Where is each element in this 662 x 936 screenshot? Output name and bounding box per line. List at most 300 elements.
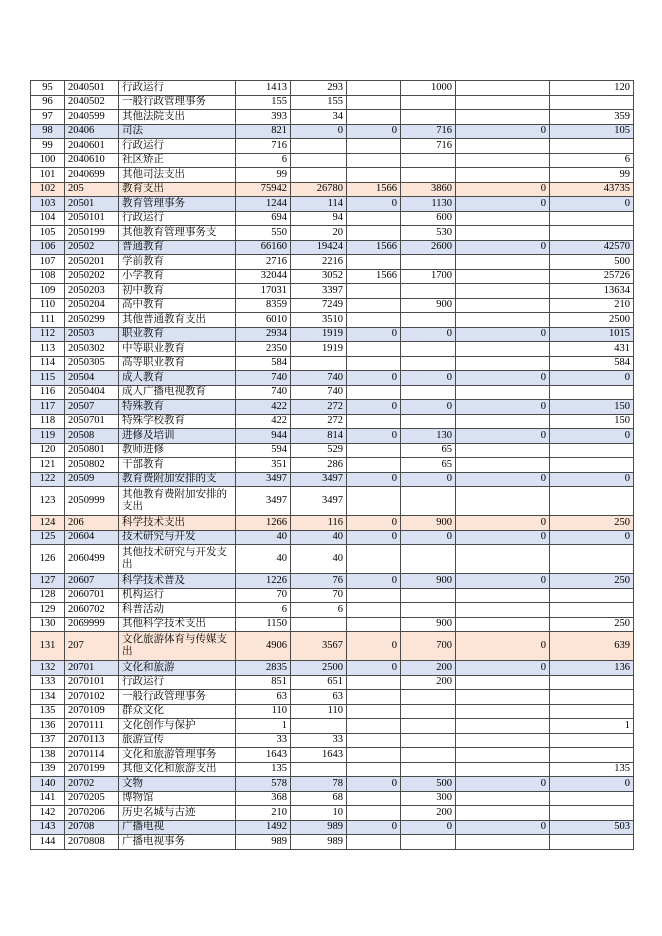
value-cell (347, 690, 401, 705)
value-cell (401, 385, 456, 400)
value-cell: 1015 (550, 327, 634, 342)
table-row (31, 327, 634, 342)
value-cell: 200 (401, 661, 456, 676)
value-cell (456, 719, 550, 734)
value-cell: 740 (236, 385, 291, 400)
row-number-cell: 115 (31, 371, 65, 386)
value-cell: 116 (291, 516, 347, 531)
value-cell (550, 95, 634, 110)
table-row (31, 588, 634, 603)
value-cell (550, 139, 634, 154)
value-cell: 40 (236, 545, 291, 574)
value-cell (401, 588, 456, 603)
row-number-cell: 105 (31, 226, 65, 241)
value-cell: 40 (291, 545, 347, 574)
value-cell (347, 762, 401, 777)
name-cell: 文化创作与保护 (119, 719, 236, 734)
value-cell: 740 (291, 371, 347, 386)
value-cell: 210 (550, 298, 634, 313)
row-number-cell: 140 (31, 777, 65, 792)
value-cell: 1244 (236, 197, 291, 212)
value-cell: 422 (236, 414, 291, 429)
value-cell: 3052 (291, 269, 347, 284)
code-cell: 2050404 (65, 385, 119, 400)
row-number-cell: 123 (31, 487, 65, 516)
value-cell (456, 110, 550, 125)
row-number-cell: 107 (31, 255, 65, 270)
table-row (31, 400, 634, 415)
value-cell: 0 (401, 472, 456, 487)
name-cell: 职业教育 (119, 327, 236, 342)
value-cell: 0 (456, 574, 550, 589)
value-cell: 6010 (236, 313, 291, 328)
value-cell: 3510 (291, 313, 347, 328)
table-row (31, 603, 634, 618)
value-cell: 2350 (236, 342, 291, 357)
code-cell: 2070113 (65, 733, 119, 748)
table-row (31, 719, 634, 734)
value-cell: 135 (236, 762, 291, 777)
value-cell: 110 (236, 704, 291, 719)
name-cell: 其他文化和旅游支出 (119, 762, 236, 777)
row-number-cell: 122 (31, 472, 65, 487)
code-cell: 2050801 (65, 443, 119, 458)
value-cell: 6 (291, 603, 347, 618)
table-row (31, 211, 634, 226)
value-cell: 0 (347, 472, 401, 487)
value-cell: 0 (347, 777, 401, 792)
name-cell: 小学教育 (119, 269, 236, 284)
value-cell: 70 (236, 588, 291, 603)
name-cell: 行政运行 (119, 675, 236, 690)
row-number-cell: 137 (31, 733, 65, 748)
value-cell (347, 545, 401, 574)
code-cell: 20508 (65, 429, 119, 444)
value-cell: 651 (291, 675, 347, 690)
name-cell: 一般行政管理事务 (119, 690, 236, 705)
table-row (31, 733, 634, 748)
name-cell: 学前教育 (119, 255, 236, 270)
value-cell: 0 (456, 240, 550, 255)
table-row (31, 168, 634, 183)
code-cell: 20504 (65, 371, 119, 386)
value-cell (401, 414, 456, 429)
value-cell: 0 (456, 124, 550, 139)
table-row (31, 342, 634, 357)
name-cell: 文化和旅游管理事务 (119, 748, 236, 763)
value-cell: 155 (236, 95, 291, 110)
value-cell (401, 342, 456, 357)
row-number-cell: 125 (31, 530, 65, 545)
value-cell: 500 (401, 777, 456, 792)
table-row (31, 661, 634, 676)
value-cell: 63 (236, 690, 291, 705)
value-cell: 740 (291, 385, 347, 400)
value-cell: 0 (456, 327, 550, 342)
code-cell: 2050204 (65, 298, 119, 313)
name-cell: 科学技术普及 (119, 574, 236, 589)
value-cell: 639 (550, 632, 634, 661)
row-number-cell: 131 (31, 632, 65, 661)
value-cell: 0 (456, 632, 550, 661)
table-row (31, 704, 634, 719)
value-cell: 110 (291, 704, 347, 719)
value-cell (401, 603, 456, 618)
value-cell: 65 (401, 443, 456, 458)
code-cell: 2050305 (65, 356, 119, 371)
name-cell: 高等职业教育 (119, 356, 236, 371)
code-cell: 206 (65, 516, 119, 531)
value-cell (456, 168, 550, 183)
table-row (31, 690, 634, 705)
value-cell (347, 110, 401, 125)
table-row (31, 675, 634, 690)
value-cell: 0 (550, 472, 634, 487)
value-cell: 3497 (291, 487, 347, 516)
code-cell: 20501 (65, 197, 119, 212)
value-cell: 740 (236, 371, 291, 386)
value-cell: 25726 (550, 269, 634, 284)
value-cell: 989 (291, 835, 347, 850)
value-cell: 70 (291, 588, 347, 603)
table-row (31, 124, 634, 139)
row-number-cell: 98 (31, 124, 65, 139)
value-cell: 0 (456, 661, 550, 676)
name-cell: 行政运行 (119, 81, 236, 96)
value-cell: 584 (550, 356, 634, 371)
value-cell: 3497 (291, 472, 347, 487)
row-number-cell: 143 (31, 820, 65, 835)
value-cell: 1919 (291, 327, 347, 342)
code-cell: 20509 (65, 472, 119, 487)
value-cell: 1000 (401, 81, 456, 96)
value-cell: 1266 (236, 516, 291, 531)
table-row (31, 226, 634, 241)
name-cell: 教育管理事务 (119, 197, 236, 212)
value-cell (347, 617, 401, 632)
value-cell: 136 (550, 661, 634, 676)
value-cell: 99 (550, 168, 634, 183)
value-cell: 368 (236, 791, 291, 806)
value-cell (550, 487, 634, 516)
row-number-cell: 103 (31, 197, 65, 212)
table-row (31, 356, 634, 371)
row-number-cell: 138 (31, 748, 65, 763)
row-number-cell: 113 (31, 342, 65, 357)
value-cell (456, 704, 550, 719)
value-cell: 78 (291, 777, 347, 792)
code-cell: 2050201 (65, 255, 119, 270)
value-cell: 814 (291, 429, 347, 444)
value-cell: 2500 (291, 661, 347, 676)
name-cell: 特殊学校教育 (119, 414, 236, 429)
value-cell (550, 588, 634, 603)
value-cell (347, 139, 401, 154)
row-number-cell: 116 (31, 385, 65, 400)
value-cell (456, 385, 550, 400)
row-number-cell: 110 (31, 298, 65, 313)
value-cell: 0 (550, 777, 634, 792)
value-cell (550, 704, 634, 719)
table-row (31, 385, 634, 400)
row-number-cell: 108 (31, 269, 65, 284)
value-cell: 3860 (401, 182, 456, 197)
code-cell: 2060499 (65, 545, 119, 574)
name-cell: 社区矫正 (119, 153, 236, 168)
value-cell: 40 (236, 530, 291, 545)
value-cell (401, 762, 456, 777)
value-cell (456, 545, 550, 574)
value-cell: 250 (550, 516, 634, 531)
name-cell: 科普活动 (119, 603, 236, 618)
row-number-cell: 121 (31, 458, 65, 473)
value-cell (456, 835, 550, 850)
value-cell (347, 298, 401, 313)
value-cell (456, 95, 550, 110)
value-cell: 33 (291, 733, 347, 748)
code-cell: 2040501 (65, 81, 119, 96)
value-cell (456, 588, 550, 603)
code-cell: 2070199 (65, 762, 119, 777)
name-cell: 成人广播电视教育 (119, 385, 236, 400)
value-cell (456, 443, 550, 458)
value-cell (456, 139, 550, 154)
value-cell (456, 313, 550, 328)
value-cell: 989 (236, 835, 291, 850)
value-cell: 6 (236, 603, 291, 618)
value-cell: 8359 (236, 298, 291, 313)
name-cell: 行政运行 (119, 139, 236, 154)
value-cell (550, 806, 634, 821)
value-cell: 0 (456, 197, 550, 212)
value-cell (550, 458, 634, 473)
value-cell: 66160 (236, 240, 291, 255)
code-cell: 20406 (65, 124, 119, 139)
value-cell (456, 211, 550, 226)
value-cell (347, 414, 401, 429)
name-cell: 文化旅游体育与传媒支出 (119, 632, 236, 661)
table-row (31, 95, 634, 110)
value-cell: 34 (291, 110, 347, 125)
value-cell (347, 588, 401, 603)
value-cell: 33 (236, 733, 291, 748)
value-cell (456, 153, 550, 168)
value-cell: 3497 (236, 487, 291, 516)
row-number-cell: 134 (31, 690, 65, 705)
code-cell: 2070102 (65, 690, 119, 705)
code-cell: 20503 (65, 327, 119, 342)
table-row (31, 458, 634, 473)
value-cell: 250 (550, 617, 634, 632)
value-cell (456, 733, 550, 748)
value-cell (347, 168, 401, 183)
row-number-cell: 118 (31, 414, 65, 429)
value-cell: 114 (291, 197, 347, 212)
value-cell: 130 (401, 429, 456, 444)
value-cell (550, 545, 634, 574)
name-cell: 成人教育 (119, 371, 236, 386)
value-cell: 359 (550, 110, 634, 125)
value-cell: 900 (401, 516, 456, 531)
value-cell: 944 (236, 429, 291, 444)
value-cell: 65 (401, 458, 456, 473)
name-cell: 文物 (119, 777, 236, 792)
value-cell (347, 733, 401, 748)
value-cell (401, 748, 456, 763)
name-cell: 科学技术支出 (119, 516, 236, 531)
row-number-cell: 130 (31, 617, 65, 632)
table-row (31, 835, 634, 850)
row-number-cell: 109 (31, 284, 65, 299)
value-cell: 200 (401, 675, 456, 690)
code-cell: 2069999 (65, 617, 119, 632)
row-number-cell: 111 (31, 313, 65, 328)
value-cell (347, 835, 401, 850)
name-cell: 其他教育费附加安排的支出 (119, 487, 236, 516)
table-row (31, 617, 634, 632)
value-cell: 0 (347, 530, 401, 545)
value-cell (550, 733, 634, 748)
value-cell: 550 (236, 226, 291, 241)
value-cell (401, 690, 456, 705)
table-row (31, 240, 634, 255)
name-cell: 其他技术研究与开发支出 (119, 545, 236, 574)
value-cell (401, 284, 456, 299)
value-cell: 155 (291, 95, 347, 110)
value-cell (347, 704, 401, 719)
value-cell: 0 (456, 777, 550, 792)
value-cell (347, 226, 401, 241)
code-cell: 2050199 (65, 226, 119, 241)
code-cell: 205 (65, 182, 119, 197)
value-cell: 716 (401, 139, 456, 154)
table-row (31, 284, 634, 299)
value-cell: 4906 (236, 632, 291, 661)
code-cell: 2050999 (65, 487, 119, 516)
code-cell: 2070206 (65, 806, 119, 821)
table-row (31, 806, 634, 821)
row-number-cell: 124 (31, 516, 65, 531)
table-row (31, 820, 634, 835)
table-row (31, 472, 634, 487)
value-cell: 200 (401, 806, 456, 821)
value-cell: 1566 (347, 182, 401, 197)
value-cell (456, 762, 550, 777)
value-cell: 1 (236, 719, 291, 734)
row-number-cell: 139 (31, 762, 65, 777)
value-cell (347, 748, 401, 763)
value-cell (401, 313, 456, 328)
value-cell: 900 (401, 574, 456, 589)
value-cell (550, 835, 634, 850)
value-cell (456, 284, 550, 299)
code-cell: 2050203 (65, 284, 119, 299)
table-row (31, 139, 634, 154)
code-cell: 20701 (65, 661, 119, 676)
code-cell: 2060702 (65, 603, 119, 618)
value-cell: 210 (236, 806, 291, 821)
value-cell (401, 168, 456, 183)
table-row (31, 371, 634, 386)
value-cell: 3397 (291, 284, 347, 299)
value-cell: 300 (401, 791, 456, 806)
row-number-cell: 104 (31, 211, 65, 226)
table-row (31, 545, 634, 574)
row-number-cell: 120 (31, 443, 65, 458)
code-cell: 2040610 (65, 153, 119, 168)
name-cell: 机构运行 (119, 588, 236, 603)
value-cell: 0 (401, 327, 456, 342)
table-row (31, 748, 634, 763)
value-cell (291, 762, 347, 777)
row-number-cell: 119 (31, 429, 65, 444)
value-cell: 503 (550, 820, 634, 835)
name-cell: 旅游宣传 (119, 733, 236, 748)
value-cell: 26780 (291, 182, 347, 197)
code-cell: 2050302 (65, 342, 119, 357)
name-cell: 广播电视事务 (119, 835, 236, 850)
row-number-cell: 141 (31, 791, 65, 806)
value-cell: 0 (347, 124, 401, 139)
value-cell (401, 153, 456, 168)
value-cell (347, 95, 401, 110)
value-cell (347, 342, 401, 357)
value-cell (291, 617, 347, 632)
row-number-cell: 144 (31, 835, 65, 850)
name-cell: 普通教育 (119, 240, 236, 255)
row-number-cell: 142 (31, 806, 65, 821)
row-number-cell: 100 (31, 153, 65, 168)
name-cell: 高中教育 (119, 298, 236, 313)
row-number-cell: 117 (31, 400, 65, 415)
row-number-cell: 96 (31, 95, 65, 110)
value-cell: 0 (347, 429, 401, 444)
value-cell (550, 748, 634, 763)
value-cell: 120 (550, 81, 634, 96)
value-cell: 17031 (236, 284, 291, 299)
value-cell (550, 385, 634, 400)
value-cell: 594 (236, 443, 291, 458)
value-cell: 40 (291, 530, 347, 545)
table-row (31, 777, 634, 792)
value-cell (347, 458, 401, 473)
code-cell: 2070205 (65, 791, 119, 806)
row-number-cell: 114 (31, 356, 65, 371)
value-cell: 584 (236, 356, 291, 371)
value-cell: 1919 (291, 342, 347, 357)
value-cell: 0 (550, 429, 634, 444)
value-cell: 99 (236, 168, 291, 183)
value-cell: 1566 (347, 269, 401, 284)
row-number-cell: 106 (31, 240, 65, 255)
value-cell: 1 (550, 719, 634, 734)
row-number-cell: 112 (31, 327, 65, 342)
value-cell (347, 719, 401, 734)
value-cell: 2600 (401, 240, 456, 255)
value-cell (347, 356, 401, 371)
value-cell: 43735 (550, 182, 634, 197)
value-cell: 694 (236, 211, 291, 226)
value-cell (347, 487, 401, 516)
value-cell (550, 603, 634, 618)
value-cell: 700 (401, 632, 456, 661)
value-cell: 351 (236, 458, 291, 473)
name-cell: 文化和旅游 (119, 661, 236, 676)
value-cell: 150 (550, 400, 634, 415)
budget-table (30, 80, 634, 850)
table-row (31, 269, 634, 284)
value-cell: 10 (291, 806, 347, 821)
